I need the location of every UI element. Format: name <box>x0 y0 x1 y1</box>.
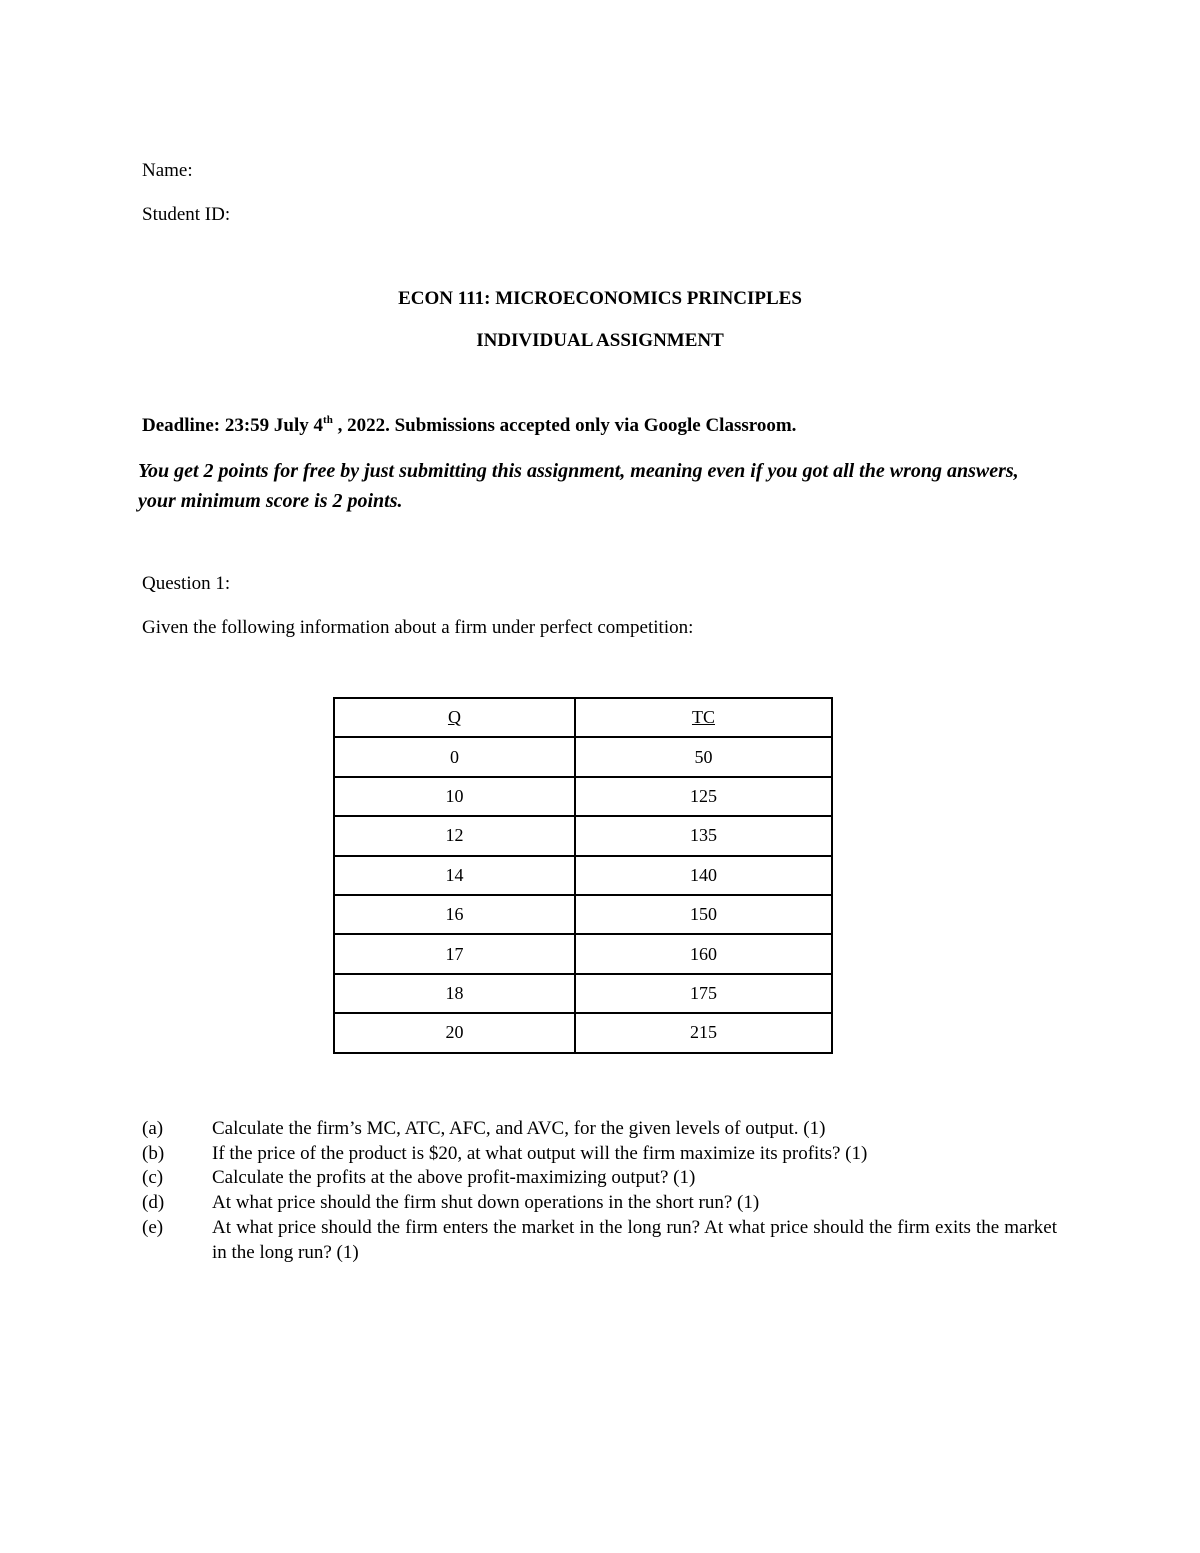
table-cell-tc: 150 <box>575 895 832 934</box>
table-row <box>334 974 832 1013</box>
sub-question-text: Calculate the profits at the above profit-maximizing output? (1) <box>212 1167 696 1189</box>
question-heading: Question 1: <box>142 573 231 594</box>
table-cell-tc: 50 <box>575 737 832 776</box>
table-cell-tc: 140 <box>575 856 832 895</box>
sub-question-text: Calculate the firm’s MC, ATC, AFC, and AVC, for the given levels of output. (1) <box>212 1118 826 1139</box>
sub-question-d <box>142 1191 1057 1216</box>
table-cell-tc: 135 <box>575 816 832 855</box>
sub-question-label: (c) <box>142 1167 164 1189</box>
deadline-suffix: , 2022. Submissions accepted only via Google Classroom. <box>332 415 797 436</box>
sub-question-e <box>142 1216 1057 1265</box>
sub-question-c <box>142 1166 1057 1191</box>
student-id-field-label: Student ID: <box>142 204 231 225</box>
sub-question-label: (a) <box>142 1118 164 1139</box>
sub-question-a <box>142 1117 1057 1142</box>
table-row <box>334 816 832 855</box>
table-header-tc: TC <box>575 698 832 737</box>
deadline-prefix: Deadline: 23:59 July 4 <box>142 415 324 436</box>
question-intro: Given the following information about a firm under perfect competition: <box>142 617 694 638</box>
sub-question-text: At what price should the firm enters the market in the long run? At what price should the firm exits the market in the long run? (1) <box>212 1216 1057 1263</box>
table-cell-q: 17 <box>334 934 575 973</box>
table-cell-q: 0 <box>334 737 575 776</box>
sub-question-label: (d) <box>142 1192 165 1214</box>
table-row <box>334 934 832 973</box>
sub-question-label: (b) <box>142 1142 165 1164</box>
course-title: ECON 111: MICROECONOMICS PRINCIPLES <box>398 288 802 309</box>
table-header-row <box>334 698 832 737</box>
table-row <box>334 895 832 934</box>
name-field-label: Name: <box>142 160 193 181</box>
table-row <box>334 856 832 895</box>
table-cell-q: 16 <box>334 895 575 934</box>
table-cell-tc: 125 <box>575 777 832 816</box>
deadline-line <box>142 415 796 437</box>
table-cell-q: 18 <box>334 974 575 1013</box>
free-points-note: You get 2 points for free by just submitting this assignment, meaning even if you got all the wrong answers, your minimum score is 2 points. <box>138 460 1019 512</box>
table-cell-tc: 160 <box>575 934 832 973</box>
table-cell-q: 20 <box>334 1013 575 1052</box>
table-row <box>334 777 832 816</box>
table-cell-tc: 215 <box>575 1013 832 1052</box>
deadline-superscript: th <box>323 414 333 426</box>
sub-question-b <box>142 1142 1057 1167</box>
sub-question-label: (e) <box>142 1216 164 1238</box>
sub-question-text: If the price of the product is $20, at what output will the firm maximize its profits? (1) <box>212 1142 868 1164</box>
table-row <box>334 1013 832 1052</box>
table-cell-q: 14 <box>334 856 575 895</box>
table-cell-tc: 175 <box>575 974 832 1013</box>
sub-question-text: At what price should the firm shut down operations in the short run? (1) <box>212 1192 760 1214</box>
table-row <box>334 737 832 776</box>
sub-question-list <box>142 1117 1057 1265</box>
table-cell-q: 10 <box>334 777 575 816</box>
cost-table <box>333 697 833 1054</box>
assignment-title: INDIVIDUAL ASSIGNMENT <box>476 330 724 351</box>
table-header-q: Q <box>334 698 575 737</box>
table-cell-q: 12 <box>334 816 575 855</box>
